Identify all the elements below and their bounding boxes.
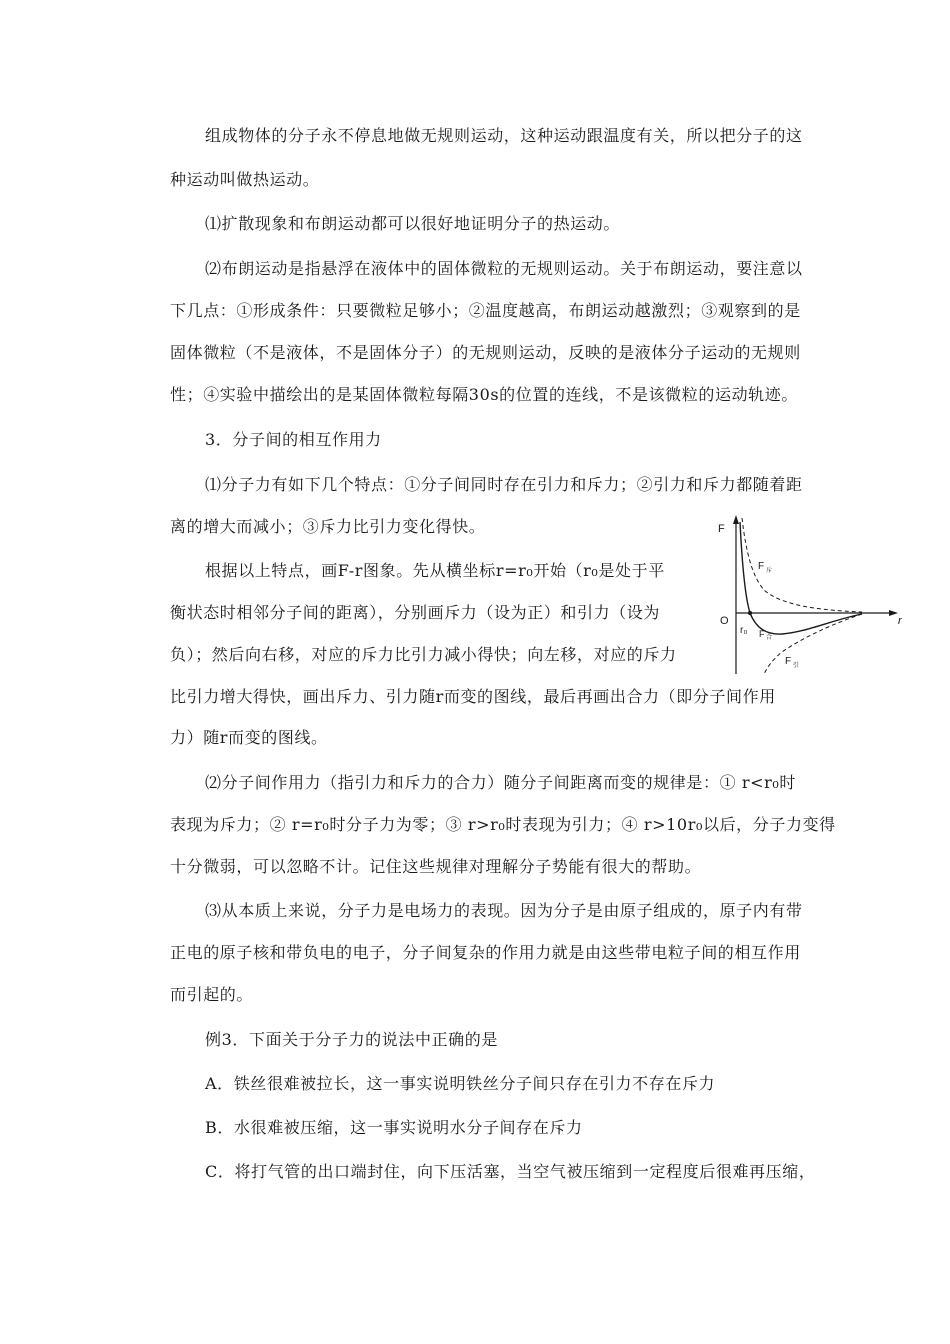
paragraph-electric-nature-line-2: 正电的原子核和带负电的电子，分子间复杂的作用力就是由这些带电粒子间的相互作用 <box>170 943 801 962</box>
example-3-option-c: C．将打气管的出口端封住，向下压活塞，当空气被压缩到一定程度后很难再压缩， <box>205 1162 816 1181</box>
equilibrium-point <box>748 611 752 615</box>
paragraph-brownian-line-1: ⑵布朗运动是指悬浮在液体中的固体微粒的无规则运动。关于布朗运动，要注意以 <box>205 259 803 278</box>
example-3-option-a: A．铁丝很难被拉长，这一事实说明铁丝分子间只存在引力不存在斥力 <box>205 1074 716 1093</box>
x-axis-arrow-icon <box>889 610 898 616</box>
x-axis-label: r <box>898 615 902 627</box>
paragraph-electric-nature-line-1: ⑶从本质上来说，分子力是电场力的表现。因为分子是由原子组成的，原子内有带 <box>205 901 803 920</box>
r0-label: r₀ <box>740 625 748 636</box>
example-3-option-b: B．水很难被压缩，这一事实说明水分子间存在斥力 <box>205 1118 583 1137</box>
net-force-curve <box>740 522 862 634</box>
paragraph-thermal-motion-line-2: 种运动叫做热运动。 <box>170 170 320 189</box>
paragraph-brownian-line-4: 性；④实验中描绘出的是某固体微粒每隔30s的位置的连线，不是该微粒的运动轨迹。 <box>170 385 798 404</box>
attractive-force-curve <box>764 614 862 674</box>
paragraph-brownian-line-3: 固体微粒（不是液体，不是固体分子）的无规则运动，反映的是液体分子运动的无规则 <box>170 343 801 362</box>
section-heading-molecular-force: 3．分子间的相互作用力 <box>205 430 382 449</box>
net-force-label: F <box>759 629 765 639</box>
paragraph-graph-line-1: 根据以上特点，画F-r图象。先从横坐标r=r₀开始（r₀是处于平 <box>205 561 665 580</box>
paragraph-brownian-line-2: 下几点：①形成条件：只要微粒足够小；②温度越高，布朗运动越激烈；③观察到的是 <box>170 301 801 320</box>
repulsive-force-label: F <box>758 561 765 572</box>
paragraph-diffusion: ⑴扩散现象和布朗运动都可以很好地证明分子的热运动。 <box>205 214 621 233</box>
paragraph-force-law-line-2: 表现为斥力；② r=r₀时分子力为零；③ r>r₀时表现为引力；④ r>10r₀以后，分子力变得 <box>170 815 836 834</box>
net-force-subscript: 合 <box>766 635 773 641</box>
paragraph-graph-line-5: 力）随r而变的图线。 <box>170 728 328 747</box>
paragraph-thermal-motion-line-1: 组成物体的分子永不停息地做无规则运动，这种运动跟温度有关，所以把分子的这 <box>205 126 803 145</box>
origin-label: O <box>720 615 729 627</box>
y-axis-arrow-icon <box>733 515 739 524</box>
y-axis-label: F <box>718 523 725 535</box>
force-distance-diagram <box>712 512 908 680</box>
attractive-force-label: F <box>785 656 792 667</box>
paragraph-graph-line-3: 负）；然后向右移，对应的斥力比引力减小得快；向左移，对应的斥力 <box>170 645 677 664</box>
attractive-force-subscript: 引 <box>793 663 800 669</box>
paragraph-force-law-line-3: 十分微弱，可以忽略不计。记住这些规律对理解分子势能有很大的帮助。 <box>170 857 702 876</box>
paragraph-force-features-line-2: 离的增大而减小；③斥力比引力变化得快。 <box>170 517 486 536</box>
paragraph-force-law-line-1: ⑵分子间作用力（指引力和斥力的合力）随分子间距离而变的规律是：① r<r₀时 <box>205 773 797 792</box>
paragraph-graph-line-4: 比引力增大得快，画出斥力、引力随r而变的图线，最后再画出合力（即分子间作用 <box>170 687 776 706</box>
paragraph-force-features-line-1: ⑴分子力有如下几个特点：①分子间同时存在引力和斥力；②引力和斥力都随着距 <box>205 475 803 494</box>
example-3-question: 例3．下面关于分子力的说法中正确的是 <box>205 1030 498 1049</box>
paragraph-graph-line-2: 衡状态时相邻分子间的距离），分别画斥力（设为正）和引力（设为 <box>170 603 661 622</box>
repulsive-force-subscript: 斥 <box>766 568 773 574</box>
paragraph-electric-nature-line-3: 而引起的。 <box>170 985 254 1004</box>
